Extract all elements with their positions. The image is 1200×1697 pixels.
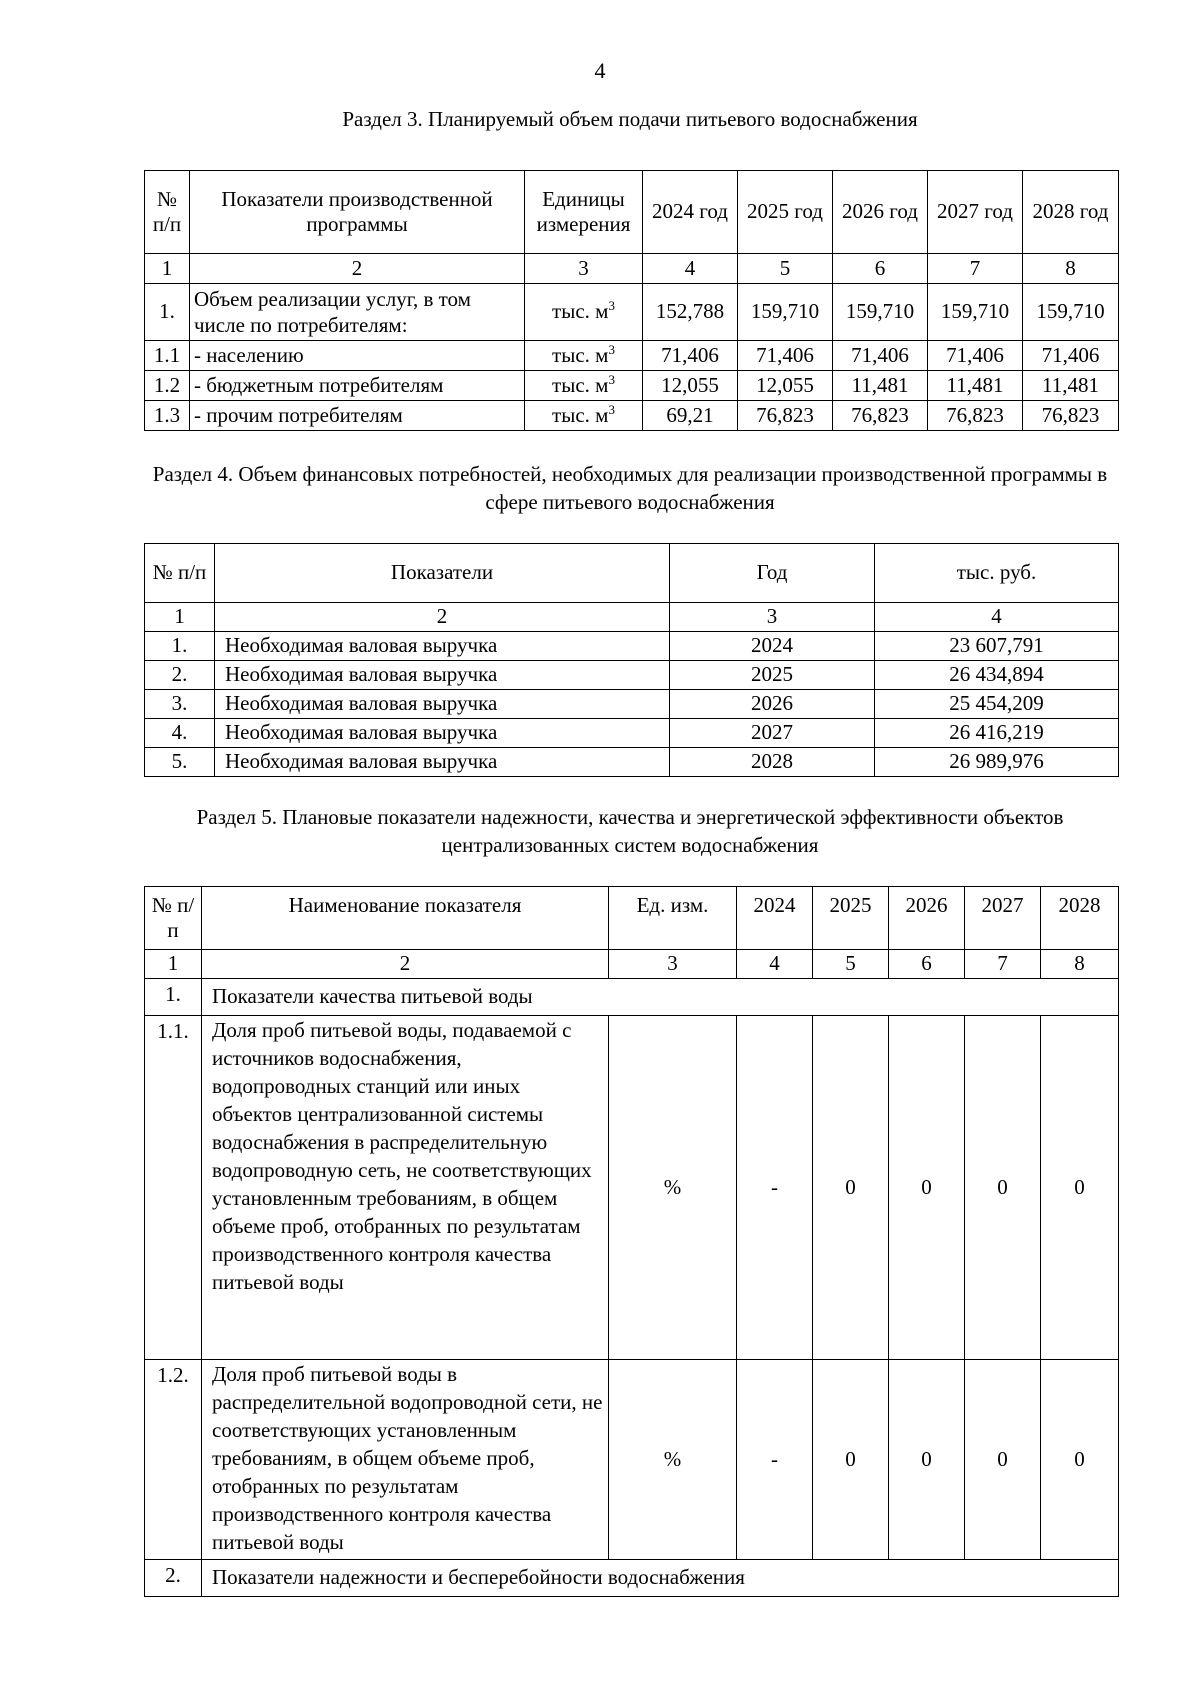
header-unit: Единицы измерения [525, 171, 643, 254]
table-row [145, 1360, 1119, 1560]
row-num: 1. [145, 979, 202, 1016]
table-row [145, 371, 1119, 401]
section4-table [144, 543, 1119, 777]
header-year: 2025 год [738, 171, 833, 254]
section3-table [144, 170, 1119, 431]
row-num: 1.3 [145, 401, 190, 431]
unit-text: тыс. м [552, 402, 609, 427]
header-name: Наименование показателя [202, 887, 609, 950]
row-year: 2028 [670, 748, 875, 777]
row-value: 0 [965, 1360, 1041, 1560]
row-name: Необходимая валовая выручка [215, 748, 670, 777]
row-value: 76,823 [738, 401, 833, 431]
header-year: 2024 [737, 887, 813, 950]
row-value: - [737, 1360, 813, 1560]
row-value: 159,710 [833, 284, 928, 341]
header-year: 2026 год [833, 171, 928, 254]
group-row [145, 979, 1119, 1016]
row-num: 2. [145, 661, 215, 690]
column-number: 6 [833, 254, 928, 284]
table-row [145, 661, 1119, 690]
row-num: 1.1 [145, 341, 190, 371]
header-year: 2025 [813, 887, 889, 950]
section5-table [144, 886, 1119, 1597]
table-row [145, 1016, 1119, 1360]
header-year: 2027 [965, 887, 1041, 950]
row-name: Необходимая валовая выручка [215, 661, 670, 690]
row-name: Необходимая валовая выручка [215, 719, 670, 748]
row-amount: 26 989,976 [875, 748, 1119, 777]
table-header-row [145, 544, 1119, 603]
row-value: 0 [813, 1360, 889, 1560]
row-unit: % [609, 1360, 737, 1560]
row-value: 0 [889, 1360, 965, 1560]
table-row [145, 748, 1119, 777]
row-value: 11,481 [1023, 371, 1119, 401]
column-number: 8 [1023, 254, 1119, 284]
row-value: 12,055 [643, 371, 738, 401]
row-name: - прочим потребителям [190, 401, 525, 431]
header-unit: Ед. изм. [609, 887, 737, 950]
header-year: 2027 год [928, 171, 1023, 254]
row-value: 11,481 [833, 371, 928, 401]
row-value: 71,406 [1023, 341, 1119, 371]
column-number: 5 [813, 950, 889, 979]
header-year: Год [670, 544, 875, 603]
row-num: 3. [145, 690, 215, 719]
row-value: - [737, 1016, 813, 1360]
table-row [145, 632, 1119, 661]
row-value: 76,823 [833, 401, 928, 431]
row-num: 1.1. [145, 1016, 202, 1360]
column-number: 3 [670, 603, 875, 632]
row-year: 2025 [670, 661, 875, 690]
row-year: 2024 [670, 632, 875, 661]
column-number: 5 [738, 254, 833, 284]
table-row [145, 690, 1119, 719]
unit-text: тыс. м [552, 299, 609, 324]
row-year: 2026 [670, 690, 875, 719]
column-number-row [145, 950, 1119, 979]
row-value: 71,406 [738, 341, 833, 371]
header-num: № п/п [145, 544, 215, 603]
row-unit [525, 284, 643, 341]
column-number: 2 [190, 254, 525, 284]
column-number: 4 [875, 603, 1119, 632]
row-num: 4. [145, 719, 215, 748]
row-value: 159,710 [928, 284, 1023, 341]
row-name: Доля проб питьевой воды, подаваемой с источников водоснабжения, водопроводных станций или иных объектов централизованной системы водоснабжения в распределительную водопроводную сеть, не соответствующих установленным требованиям, в общем объеме проб, отобранных по результатам производственного контроля качества питьевой воды [202, 1016, 609, 1360]
header-year: 2028 год [1023, 171, 1119, 254]
row-num: 2. [145, 1560, 202, 1597]
row-name: - бюджетным потребителям [190, 371, 525, 401]
row-unit: % [609, 1016, 737, 1360]
row-value: 11,481 [928, 371, 1023, 401]
row-unit [525, 401, 643, 431]
row-value: 0 [813, 1016, 889, 1360]
row-value: 0 [1041, 1360, 1119, 1560]
group-name: Показатели качества питьевой воды [202, 979, 1119, 1016]
column-number: 8 [1041, 950, 1119, 979]
row-value: 12,055 [738, 371, 833, 401]
column-number: 3 [609, 950, 737, 979]
column-number: 1 [145, 254, 190, 284]
page-number: 4 [594, 58, 606, 83]
row-num: 1. [145, 284, 190, 341]
row-num: 1. [145, 632, 215, 661]
header-num: № п/п [145, 171, 190, 254]
table-row [145, 719, 1119, 748]
unit-text: тыс. м [552, 372, 609, 397]
row-value: 76,823 [1023, 401, 1119, 431]
row-value: 0 [889, 1016, 965, 1360]
header-year: 2024 год [643, 171, 738, 254]
section5-title: Раздел 5. Плановые показатели надежности, качества и энергетической эффективности объектов централизованных систем водоснабжения [196, 805, 1064, 857]
row-name: Доля проб питьевой воды в распределительной водопроводной сети, не соответствующих установленным требованиям, в общем объеме проб, отобранных по результатам производственного контроля качества питьевой воды [202, 1360, 609, 1560]
unit-text: тыс. м [552, 342, 609, 367]
row-amount: 26 416,219 [875, 719, 1119, 748]
header-indicator: Показатели [215, 544, 670, 603]
table-row [145, 341, 1119, 371]
column-number: 2 [202, 950, 609, 979]
column-number: 1 [145, 603, 215, 632]
row-name: Объем реализации услуг, в том числе по потребителям: [190, 284, 525, 341]
row-unit [525, 371, 643, 401]
row-amount: 26 434,894 [875, 661, 1119, 690]
column-number: 7 [928, 254, 1023, 284]
column-number: 1 [145, 950, 202, 979]
row-value: 152,788 [643, 284, 738, 341]
row-year: 2027 [670, 719, 875, 748]
header-indicator: Показатели производственной программы [190, 171, 525, 254]
row-value: 0 [965, 1016, 1041, 1360]
row-amount: 23 607,791 [875, 632, 1119, 661]
row-num: 5. [145, 748, 215, 777]
column-number: 4 [737, 950, 813, 979]
row-value: 71,406 [928, 341, 1023, 371]
column-number: 6 [889, 950, 965, 979]
row-value: 71,406 [833, 341, 928, 371]
row-value: 76,823 [928, 401, 1023, 431]
row-value: 69,21 [643, 401, 738, 431]
header-num: № п/п [145, 887, 202, 950]
row-name: - населению [190, 341, 525, 371]
column-number: 7 [965, 950, 1041, 979]
table-header-row [145, 887, 1119, 950]
row-num: 1.2. [145, 1360, 202, 1560]
column-number-row [145, 254, 1119, 284]
row-amount: 25 454,209 [875, 690, 1119, 719]
section3-title: Раздел 3. Планируемый объем подачи питьевого водоснабжения [342, 107, 918, 131]
group-row [145, 1560, 1119, 1597]
unit-superscript: 3 [608, 371, 615, 387]
group-name: Показатели надежности и бесперебойности водоснабжения [202, 1560, 1119, 1597]
header-year: 2028 [1041, 887, 1119, 950]
table-header-row [145, 171, 1119, 254]
column-number: 3 [525, 254, 643, 284]
section4-title: Раздел 4. Объем финансовых потребностей, необходимых для реализации производственной программы в сфере питьевого водоснабжения [152, 462, 1108, 514]
column-number: 2 [215, 603, 670, 632]
row-unit [525, 341, 643, 371]
table-row [145, 284, 1119, 341]
table-row [145, 401, 1119, 431]
row-value: 71,406 [643, 341, 738, 371]
row-name: Необходимая валовая выручка [215, 632, 670, 661]
header-year: 2026 [889, 887, 965, 950]
row-value: 159,710 [1023, 284, 1119, 341]
unit-superscript: 3 [608, 401, 615, 417]
row-num: 1.2 [145, 371, 190, 401]
column-number-row [145, 603, 1119, 632]
unit-superscript: 3 [608, 298, 615, 314]
row-value: 0 [1041, 1016, 1119, 1360]
row-value: 159,710 [738, 284, 833, 341]
row-name: Необходимая валовая выручка [215, 690, 670, 719]
column-number: 4 [643, 254, 738, 284]
header-amount: тыс. руб. [875, 544, 1119, 603]
unit-superscript: 3 [608, 341, 615, 357]
